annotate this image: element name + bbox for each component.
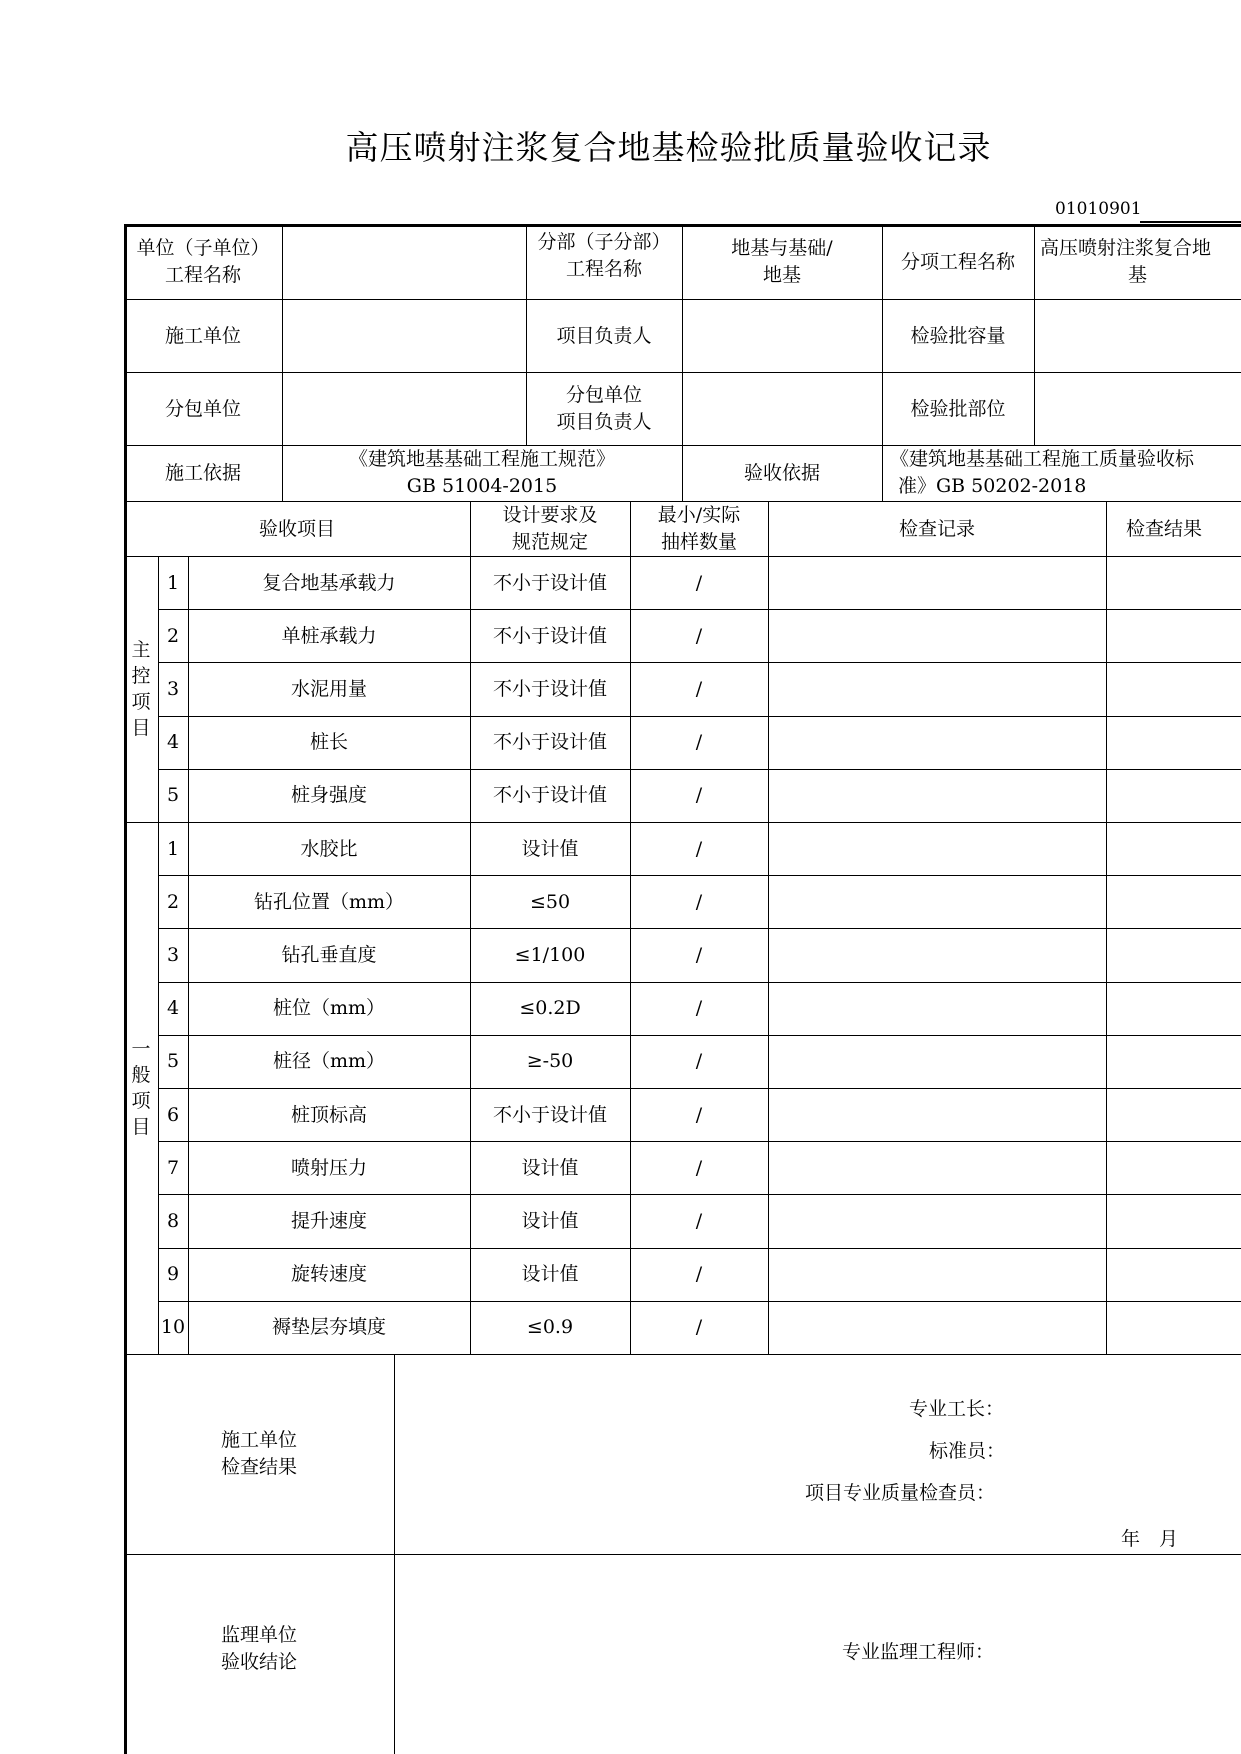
item-check-result[interactable] [1106, 1301, 1241, 1354]
item-number: 10 [160, 1316, 186, 1339]
item-sample-count: / [695, 1316, 703, 1339]
item-design-value: 不小于设计值 [492, 784, 607, 807]
item-name: 桩长 [309, 731, 348, 754]
item-name: 水泥用量 [290, 677, 367, 700]
project-manager-value[interactable] [682, 299, 882, 372]
grid-line [158, 1035, 1241, 1036]
item-name: 钻孔垂直度 [281, 943, 377, 966]
grid-line [158, 1301, 1241, 1302]
item-number: 4 [166, 997, 180, 1020]
item-check-result[interactable] [1106, 1194, 1241, 1247]
item-sample-count: / [695, 677, 703, 700]
item-check-result[interactable] [1106, 1141, 1241, 1194]
grid-line [282, 445, 283, 501]
item-name: 褥垫层夯填度 [271, 1316, 386, 1339]
quality-inspector-label: 项目专业质量检查员： [805, 1482, 996, 1504]
item-number: 3 [166, 677, 180, 700]
item-sample-count: / [695, 1263, 703, 1286]
column-item: 验收项目 [258, 517, 335, 540]
item-check-record[interactable] [768, 1301, 1106, 1354]
item-check-result[interactable] [1106, 1248, 1241, 1301]
sub-manager-value[interactable] [682, 372, 882, 445]
grid-line [882, 224, 883, 445]
construction-basis-label: 施工依据 [164, 462, 241, 484]
item-number: 5 [166, 784, 180, 807]
batch-location-value[interactable] [1034, 372, 1241, 445]
item-check-record[interactable] [768, 769, 1106, 822]
item-check-result[interactable] [1106, 769, 1241, 822]
item-check-result[interactable] [1106, 1088, 1241, 1141]
item-design-value: 设计值 [521, 1209, 579, 1232]
item-number: 3 [166, 943, 180, 966]
batch-capacity-value[interactable] [1034, 299, 1241, 372]
item-design-value: ≤1/100 [514, 943, 586, 966]
item-sample-count: / [695, 1050, 703, 1073]
item-name: 桩径（mm） [272, 1050, 386, 1073]
batch-location-label: 检验批部位 [910, 397, 1006, 420]
grid-line [124, 1354, 1241, 1355]
item-check-result[interactable] [1106, 716, 1241, 769]
grid-line [1034, 224, 1035, 445]
grid-line [158, 1194, 1241, 1195]
construction-check-label: 施工单位 检查结果 [220, 1429, 297, 1478]
grid-line [158, 769, 1241, 770]
project-manager-label: 项目负责人 [556, 324, 652, 347]
item-check-result[interactable] [1106, 822, 1241, 875]
item-design-value: 不小于设计值 [492, 624, 607, 647]
item-name: 桩顶标高 [290, 1103, 367, 1126]
item-name: 钻孔位置（mm） [253, 890, 405, 913]
item-design-value: 设计值 [521, 837, 579, 860]
sub-manager-label: 分包单位 项目负责人 [556, 383, 652, 433]
item-check-result[interactable] [1106, 875, 1241, 928]
grid-line [188, 556, 189, 1354]
item-check-record[interactable] [768, 875, 1106, 928]
grid-line [682, 445, 683, 501]
item-sample-count: / [695, 1209, 703, 1232]
inspection-form [124, 224, 1241, 1754]
general-group-label: 一 般 项 目 [131, 1038, 151, 1138]
item-sample-count: / [695, 1156, 703, 1179]
item-check-result[interactable] [1106, 1035, 1241, 1088]
item-sample-count: / [695, 943, 703, 966]
grid-line [158, 556, 159, 1354]
unit-name-label: 单位（子单位） 工程名称 [136, 236, 270, 286]
date-label: 年 月 [1121, 1528, 1179, 1550]
item-check-record[interactable] [768, 822, 1106, 875]
foreman-label: 专业工长： [909, 1398, 1005, 1420]
grid-line [158, 875, 1241, 876]
item-check-record[interactable] [768, 662, 1106, 715]
grid-line [158, 1088, 1241, 1089]
item-number: 5 [166, 1050, 180, 1073]
item-number: 1 [166, 571, 180, 594]
subcontractor-value[interactable] [282, 372, 526, 445]
item-number: 4 [166, 731, 180, 754]
item-number: 9 [166, 1263, 180, 1286]
item-number: 6 [166, 1103, 180, 1126]
subitem-value: 高压喷射注浆复合地 基 [1040, 236, 1212, 286]
item-number: 2 [166, 890, 180, 913]
item-name: 喷射压力 [290, 1156, 367, 1179]
item-check-record[interactable] [768, 928, 1106, 981]
item-check-record[interactable] [768, 982, 1106, 1035]
item-sample-count: / [695, 890, 703, 913]
item-check-record[interactable] [768, 1088, 1106, 1141]
construction-unit-value[interactable] [282, 299, 526, 372]
item-design-value: 设计值 [521, 1156, 579, 1179]
item-design-value: ≥-50 [526, 1050, 574, 1073]
grid-line [124, 224, 127, 1754]
item-name: 单桩承载力 [281, 624, 377, 647]
item-number: 8 [166, 1209, 180, 1232]
page-title: 高压喷射注浆复合地基检验批质量验收记录 [345, 128, 992, 167]
grid-line [158, 982, 1241, 983]
grid-line [1106, 501, 1107, 1354]
grid-line [630, 501, 631, 1354]
supervision-label: 监理单位 验收结论 [220, 1624, 297, 1673]
item-sample-count: / [695, 997, 703, 1020]
form-code-underline [1140, 221, 1241, 223]
item-number: 2 [166, 624, 180, 647]
item-name: 桩位（mm） [272, 997, 386, 1020]
item-check-record[interactable] [768, 556, 1106, 609]
item-sample-count: / [695, 731, 703, 754]
column-result: 检查结果 [1126, 517, 1203, 540]
batch-capacity-label: 检验批容量 [910, 324, 1006, 347]
grid-line [158, 1248, 1241, 1249]
item-sample-count: / [695, 624, 703, 647]
column-sample: 最小/实际 抽样数量 [657, 503, 741, 553]
subdivision-value: 地基与基础/ 地基 [731, 236, 833, 286]
item-check-record[interactable] [768, 609, 1106, 662]
item-check-record[interactable] [768, 1194, 1106, 1247]
form-code: 01010901 [1055, 199, 1142, 219]
item-check-result[interactable] [1106, 982, 1241, 1035]
grid-line [158, 609, 1241, 610]
grid-line [158, 662, 1241, 663]
main-control-group-label: 主 控 项 目 [131, 639, 151, 739]
item-name: 水胶比 [300, 837, 358, 860]
grid-line [394, 1354, 395, 1754]
item-name: 桩身强度 [290, 784, 367, 807]
column-design: 设计要求及 规范规定 [502, 503, 598, 553]
acceptance-basis-label: 验收依据 [743, 462, 820, 484]
item-name: 复合地基承载力 [262, 571, 396, 594]
grid-line [158, 928, 1241, 929]
item-check-record[interactable] [768, 1248, 1106, 1301]
item-check-result[interactable] [1106, 928, 1241, 981]
item-check-result[interactable] [1106, 556, 1241, 609]
grid-line [768, 501, 769, 1354]
grid-line [158, 1141, 1241, 1142]
item-design-value: ≤0.2D [519, 997, 581, 1020]
item-name: 旋转速度 [290, 1263, 367, 1286]
subitem-label: 分项工程名称 [900, 250, 1015, 273]
item-check-record[interactable] [768, 716, 1106, 769]
item-design-value: 不小于设计值 [492, 677, 607, 700]
item-design-value: 设计值 [521, 1263, 579, 1286]
item-design-value: 不小于设计值 [492, 571, 607, 594]
item-sample-count: / [695, 571, 703, 594]
supervision-engineer-label: 专业监理工程师： [842, 1641, 995, 1663]
item-check-record[interactable] [768, 1141, 1106, 1194]
grid-line [158, 716, 1241, 717]
item-check-record[interactable] [768, 1035, 1106, 1088]
grid-line [470, 501, 471, 1354]
item-check-result[interactable] [1106, 609, 1241, 662]
item-number: 1 [166, 837, 180, 860]
standard-officer-label: 标准员： [929, 1440, 1006, 1462]
unit-name-value[interactable] [282, 224, 526, 299]
item-sample-count: / [695, 1103, 703, 1126]
column-record: 检查记录 [898, 517, 975, 540]
grid-line [282, 224, 283, 445]
acceptance-basis-value: 《建筑地基基础工程施工质量验收标 准》GB 50202-2018 [890, 448, 1195, 497]
grid-line [682, 224, 683, 445]
item-check-result[interactable] [1106, 662, 1241, 715]
item-sample-count: / [695, 837, 703, 860]
item-design-value: ≤50 [529, 890, 571, 913]
grid-line [124, 556, 1241, 557]
subcontractor-label: 分包单位 [164, 397, 241, 420]
grid-line [124, 501, 1241, 502]
item-number: 7 [166, 1156, 180, 1179]
grid-line [124, 1554, 1241, 1555]
grid-line [882, 445, 883, 501]
construction-basis-value: 《建筑地基基础工程施工规范》 GB 51004-2015 [348, 448, 615, 497]
item-design-value: 不小于设计值 [492, 731, 607, 754]
subdivision-label: 分部（子分部） 工程名称 [537, 230, 671, 280]
item-design-value: ≤0.9 [526, 1316, 574, 1339]
construction-unit-label: 施工单位 [164, 324, 241, 347]
item-design-value: 不小于设计值 [492, 1103, 607, 1126]
item-name: 提升速度 [290, 1209, 367, 1232]
item-sample-count: / [695, 784, 703, 807]
grid-line [124, 822, 1241, 823]
grid-line [526, 224, 527, 445]
